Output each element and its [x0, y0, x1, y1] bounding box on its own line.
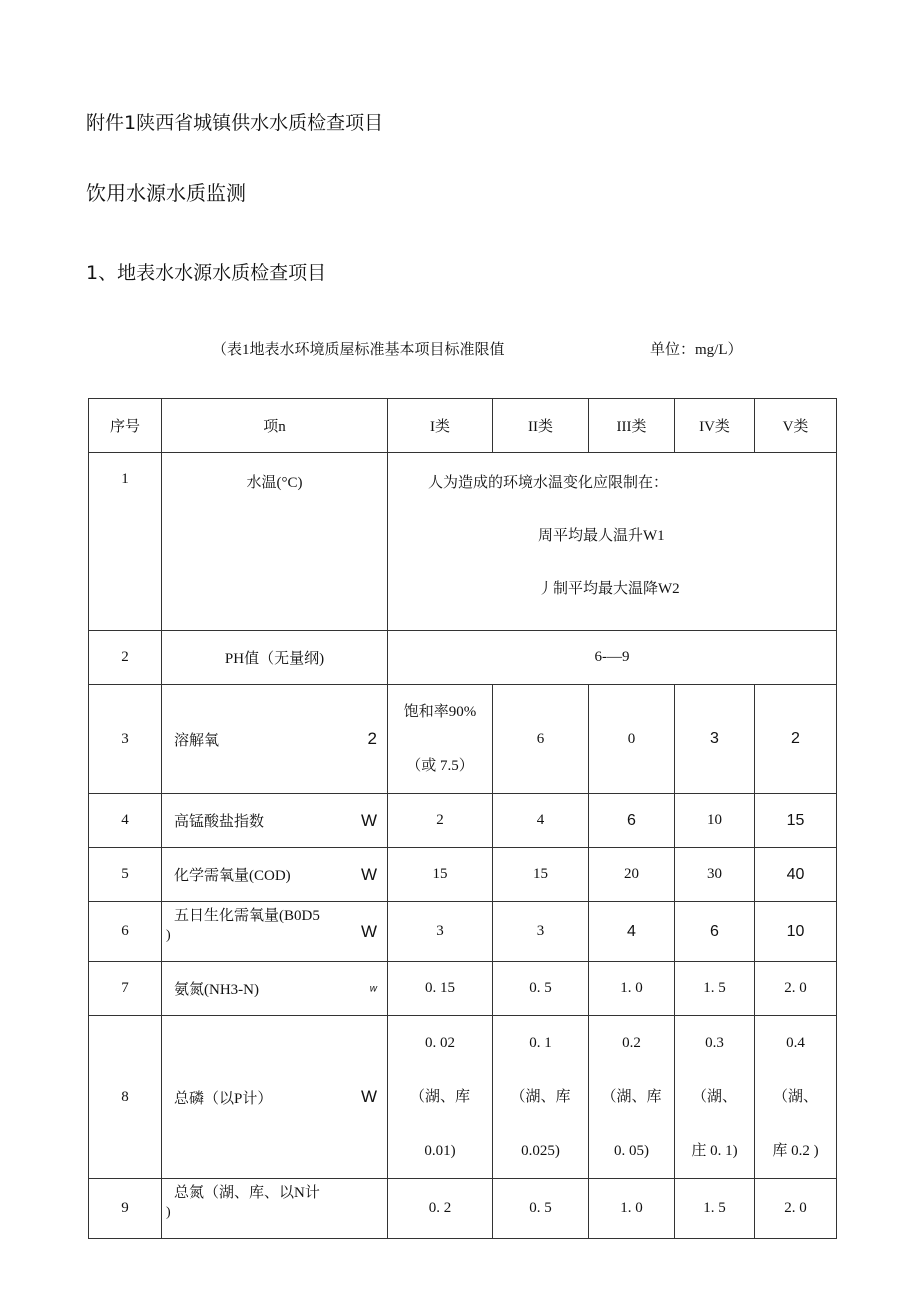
value-line: 0.3 — [705, 1035, 724, 1051]
value-class-3: 20 — [589, 848, 675, 902]
value-class-2: 0. 5 — [493, 1179, 589, 1239]
row-item — [162, 685, 388, 794]
item-label: 五日生化需氧量(B0D5 — [174, 908, 320, 924]
header-item: 项n — [162, 399, 388, 453]
value-class-5: 2. 0 — [755, 962, 837, 1016]
note-line-2: 周平均最人温升W1 — [538, 528, 665, 544]
table-row — [89, 1179, 837, 1239]
row-no: 6 — [89, 902, 162, 962]
note-line-3: 丿制平均最大温降W2 — [538, 581, 680, 597]
value-line: 0. 05) — [614, 1143, 649, 1159]
item-label: 氨氮(NH3-N) — [174, 982, 259, 998]
value-class-5: 10 — [755, 902, 837, 962]
row-no: 2 — [89, 631, 162, 685]
table-row — [89, 848, 837, 902]
row-no: 1 — [89, 453, 162, 631]
row-item — [162, 1179, 388, 1239]
row-item — [162, 794, 388, 848]
value-class-5: 40 — [755, 848, 837, 902]
annex-title: 附件1陕西省城镇供水水质检查项目 — [86, 112, 384, 134]
value-class-1 — [388, 1016, 493, 1179]
value-line: （或 7.5） — [406, 758, 474, 774]
row-no: 4 — [89, 794, 162, 848]
limit-mark: W — [360, 864, 377, 884]
item-label: 总磷（以P计） — [174, 1090, 273, 1107]
value-class-4: 30 — [675, 848, 755, 902]
table-row — [89, 631, 837, 685]
row-no: 3 — [89, 685, 162, 794]
section-title: 饮用水源水质监测 — [86, 181, 246, 205]
value-line: 0.01) — [424, 1143, 456, 1159]
table-row — [89, 453, 837, 631]
item-label: 高锰酸盐指数 — [174, 814, 265, 830]
subsection-title: 1、地表水水源水质检查项目 — [86, 262, 327, 284]
table-row — [89, 794, 837, 848]
value-class-1: 3 — [388, 902, 493, 962]
value-line: 0.025) — [521, 1143, 560, 1159]
limit-mark: W — [360, 921, 377, 941]
water-temp-note — [388, 453, 837, 631]
value-class-1: 0. 15 — [388, 962, 493, 1016]
value-line: （湖、库 — [510, 1089, 571, 1105]
value-class-4: 1. 5 — [675, 962, 755, 1016]
value-line: （湖、库 — [409, 1089, 470, 1105]
value-class-1: 0. 2 — [388, 1179, 493, 1239]
value-line: 饱和率90% — [403, 704, 477, 720]
value-line: （湖、 — [691, 1089, 737, 1105]
limit-mark: W — [360, 810, 377, 830]
value-line: （湖、库 — [601, 1089, 662, 1105]
limit-mark: w — [369, 983, 377, 994]
row-no: 7 — [89, 962, 162, 1016]
header-class-2: II类 — [493, 399, 589, 453]
value-class-5: 2 — [755, 685, 837, 794]
table-row — [89, 962, 837, 1016]
value-class-3: 1. 0 — [589, 962, 675, 1016]
water-quality-table — [88, 398, 837, 1239]
value-line: （湖、 — [772, 1089, 818, 1105]
value-class-4: 10 — [675, 794, 755, 848]
table-unit: 单位：mg/L） — [650, 342, 743, 358]
row-item — [162, 848, 388, 902]
item-label-tail: ) — [166, 928, 171, 943]
table-row — [89, 685, 837, 794]
value-class-3: 4 — [589, 902, 675, 962]
value-line: 0.4 — [786, 1035, 805, 1051]
value-class-2: 3 — [493, 902, 589, 962]
value-line: 0. 02 — [425, 1035, 455, 1051]
note-line-1: 人为造成的环境水温变化应限制在： — [428, 475, 669, 491]
limit-mark: W — [360, 1087, 377, 1106]
value-class-2: 0. 5 — [493, 962, 589, 1016]
header-class-1: I类 — [388, 399, 493, 453]
value-class-3: 0 — [589, 685, 675, 794]
value-class-5: 2. 0 — [755, 1179, 837, 1239]
value-class-4: 6 — [675, 902, 755, 962]
value-class-2: 6 — [493, 685, 589, 794]
value-class-4: 1. 5 — [675, 1179, 755, 1239]
value-class-4: 3 — [675, 685, 755, 794]
value-class-3: 6 — [589, 794, 675, 848]
row-item — [162, 1016, 388, 1179]
value-class-3: 1. 0 — [589, 1179, 675, 1239]
row-no: 8 — [89, 1016, 162, 1179]
header-class-3: III类 — [589, 399, 675, 453]
value-class-2 — [493, 1016, 589, 1179]
row-item: 水温(°C) — [162, 453, 388, 631]
value-line: 0.2 — [622, 1035, 641, 1051]
table-caption: （表1地表水环境质屋标准基本项目标准限值 — [212, 342, 505, 358]
ph-range: 6-—9 — [388, 631, 837, 685]
value-class-3 — [589, 1016, 675, 1179]
value-class-5: 15 — [755, 794, 837, 848]
value-line: 庄 0. 1) — [691, 1143, 738, 1159]
row-no: 9 — [89, 1179, 162, 1239]
value-line: 0. 1 — [529, 1035, 552, 1051]
value-class-2: 15 — [493, 848, 589, 902]
value-class-4 — [675, 1016, 755, 1179]
item-label: 化学需氧量(COD) — [174, 868, 291, 884]
table-row — [89, 1016, 837, 1179]
value-class-1: 2 — [388, 794, 493, 848]
header-class-4: IV类 — [675, 399, 755, 453]
value-line: 库 0.2 ) — [772, 1143, 819, 1159]
header-no: 序号 — [89, 399, 162, 453]
item-label-tail: ) — [166, 1205, 171, 1220]
value-class-5 — [755, 1016, 837, 1179]
value-class-1: 15 — [388, 848, 493, 902]
header-class-5: V类 — [755, 399, 837, 453]
row-item — [162, 902, 388, 962]
value-class-1 — [388, 685, 493, 794]
table-header-row — [89, 399, 837, 453]
item-label: 总氮（湖、库、以N计 — [174, 1185, 320, 1201]
row-item: PH值（无量纲) — [162, 631, 388, 685]
item-label: 溶解氧 — [174, 732, 220, 749]
table-row — [89, 902, 837, 962]
row-item — [162, 962, 388, 1016]
limit-mark: 2 — [367, 729, 377, 748]
row-no: 5 — [89, 848, 162, 902]
value-class-2: 4 — [493, 794, 589, 848]
